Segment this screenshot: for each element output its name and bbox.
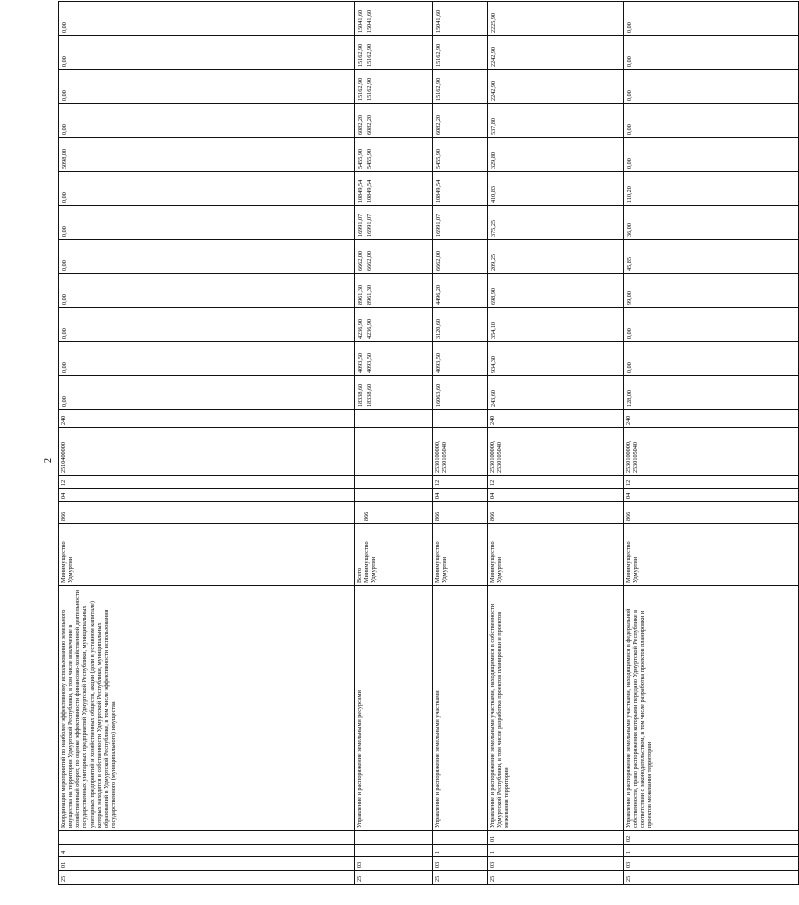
cell-value-7 — [624, 172, 799, 206]
cell-value-9 — [355, 104, 433, 138]
value-line: 0,00 — [61, 124, 68, 135]
cell-value-1 — [488, 376, 624, 410]
value-line: 0,00 — [626, 90, 633, 101]
value-line: 18338,60 — [357, 383, 364, 407]
value-line: 6662,00 — [435, 250, 442, 271]
value-line: 10849,54 — [435, 179, 442, 203]
value-line: 5455,90 — [435, 148, 442, 169]
cell-name: Управление и распоряжение земельными участками, находящимися в федеральной собственности, право распоряжения которыми передано Удмуртской Республике в соответствии с законодательством, в том числе разработка проектов планировки и проектов межевания территории — [624, 586, 799, 831]
value-line: 209,25 — [490, 253, 497, 271]
cell-om: 1 — [433, 845, 488, 857]
cell-pp: 03 — [433, 857, 488, 871]
value-line: 4496,20 — [435, 284, 442, 305]
cell-vr: 240 — [59, 410, 355, 428]
cell-value-3 — [488, 308, 624, 342]
cell-om: 1 — [488, 845, 624, 857]
value-line: 0,00 — [61, 56, 68, 67]
cell-csr: 2530100000, 2530105040 — [488, 428, 624, 476]
cell-value-12 — [488, 2, 624, 36]
value-line: 0,00 — [61, 294, 68, 305]
budget-table-sheet — [58, 9, 654, 885]
cell-vr: 240 — [488, 410, 624, 428]
cell-value-8 — [488, 138, 624, 172]
value-line: 5098,00 — [61, 148, 68, 169]
cell-value-8 — [624, 138, 799, 172]
cell-value-2 — [433, 342, 488, 376]
cell-pp: 03 — [355, 857, 433, 871]
cell-csr: 2530100000, 2530105040 — [624, 428, 799, 476]
cell-pr: 12 — [433, 476, 488, 489]
cell-gp: 25 — [488, 871, 624, 885]
value-line: 410,83 — [490, 185, 497, 203]
value-line: 10849,54 — [357, 179, 364, 203]
cell-value-5 — [59, 240, 355, 274]
cell-vr — [355, 410, 433, 428]
value-line: 6662,00 — [366, 250, 373, 271]
value-line: 15162,90 — [366, 77, 373, 101]
cell-value-11 — [624, 36, 799, 70]
value-line: 18338,60 — [366, 383, 373, 407]
value-line: 15162,90 — [357, 43, 364, 67]
cell-value-6 — [59, 206, 355, 240]
value-line: 0,00 — [626, 362, 633, 373]
cell-m — [433, 831, 488, 845]
cell-pr — [355, 476, 433, 489]
cell-value-12 — [624, 2, 799, 36]
value-line: 698,90 — [490, 287, 497, 305]
value-line: 2242,90 — [490, 80, 497, 101]
cell-csr: 2510400000 — [59, 428, 355, 476]
cell-value-12 — [355, 2, 433, 36]
cell-value-10 — [624, 70, 799, 104]
value-line: 16063,60 — [435, 383, 442, 407]
table-row — [488, 2, 624, 885]
cell-value-5 — [433, 240, 488, 274]
value-line: 99,00 — [626, 291, 633, 305]
cell-vr: 240 — [624, 410, 799, 428]
cell-m: 01 — [488, 831, 624, 845]
cell-value-10 — [488, 70, 624, 104]
value-line: 15162,90 — [435, 77, 442, 101]
cell-value-8 — [355, 138, 433, 172]
cell-grbs: 866 — [355, 502, 433, 524]
cell-value-2 — [355, 342, 433, 376]
cell-pr: 12 — [488, 476, 624, 489]
cell-value-2 — [488, 342, 624, 376]
cell-csr: 2530100000, 2530105040 — [433, 428, 488, 476]
value-line: 4093,50 — [357, 352, 364, 373]
cell-om: 4 — [59, 845, 355, 857]
cell-value-1 — [59, 376, 355, 410]
cell-value-2 — [624, 342, 799, 376]
value-line: 10849,54 — [366, 179, 373, 203]
table-row — [433, 2, 488, 885]
cell-grbs: 866 — [488, 502, 624, 524]
value-line: 16991,07 — [357, 213, 364, 237]
cell-executor: Всего Минимущество Удмуртии — [355, 524, 433, 586]
value-line: 0,00 — [61, 328, 68, 339]
value-line: 15041,60 — [357, 9, 364, 33]
table-row — [59, 2, 355, 885]
cell-value-4 — [59, 274, 355, 308]
cell-value-3 — [433, 308, 488, 342]
value-line: 4093,50 — [435, 352, 442, 373]
cell-value-7 — [59, 172, 355, 206]
cell-value-4 — [624, 274, 799, 308]
value-line: 0,00 — [61, 260, 68, 271]
cell-value-3 — [355, 308, 433, 342]
cell-value-5 — [624, 240, 799, 274]
cell-value-5 — [355, 240, 433, 274]
cell-grbs: 866 — [433, 502, 488, 524]
cell-value-9 — [59, 104, 355, 138]
cell-value-9 — [624, 104, 799, 138]
cell-value-9 — [433, 104, 488, 138]
budget-table — [58, 1, 799, 885]
value-line: 934,30 — [490, 355, 497, 373]
page-number: 2 — [43, 458, 54, 463]
cell-om: 1 — [624, 845, 799, 857]
cell-rz — [355, 489, 433, 502]
cell-pr: 12 — [624, 476, 799, 489]
value-line: 0,00 — [61, 192, 68, 203]
cell-om — [355, 845, 433, 857]
cell-value-6 — [433, 206, 488, 240]
cell-value-6 — [624, 206, 799, 240]
value-line: 0,00 — [626, 328, 633, 339]
value-line: 3120,60 — [435, 318, 442, 339]
cell-grbs: 866 — [624, 502, 799, 524]
cell-name: Управление и распоряжение земельными участками — [433, 586, 488, 831]
value-line: 45,85 — [626, 257, 633, 271]
cell-value-6 — [488, 206, 624, 240]
cell-value-12 — [59, 2, 355, 36]
value-line: 0,00 — [61, 226, 68, 237]
value-line: 110,20 — [626, 186, 633, 203]
table-row — [624, 2, 799, 885]
value-line: 128,00 — [626, 389, 633, 407]
value-line: 4236,90 — [366, 318, 373, 339]
value-line: 15041,60 — [366, 9, 373, 33]
value-line: 15162,90 — [435, 43, 442, 67]
cell-value-1 — [355, 376, 433, 410]
value-line: 537,80 — [490, 117, 497, 135]
cell-gp: 25 — [59, 871, 355, 885]
value-line: 0,00 — [61, 22, 68, 33]
table-row — [355, 2, 433, 885]
cell-pp: 03 — [488, 857, 624, 871]
cell-value-10 — [355, 70, 433, 104]
value-line: 4236,90 — [357, 318, 364, 339]
value-line: 15041,60 — [435, 9, 442, 33]
cell-m — [59, 831, 355, 845]
value-line: 0,00 — [626, 158, 633, 169]
value-line: 0,00 — [61, 362, 68, 373]
value-line: 375,25 — [490, 219, 497, 237]
cell-value-7 — [355, 172, 433, 206]
cell-executor: Минимущество Удмуртии — [433, 524, 488, 586]
value-line: 0,00 — [61, 90, 68, 101]
value-line: 243,60 — [490, 389, 497, 407]
cell-gp: 25 — [355, 871, 433, 885]
value-line: 6082,20 — [366, 114, 373, 135]
value-line: 329,80 — [490, 151, 497, 169]
cell-value-5 — [488, 240, 624, 274]
cell-executor: Минимущество Удмуртии — [624, 524, 799, 586]
cell-value-9 — [488, 104, 624, 138]
value-line: 6082,20 — [357, 114, 364, 135]
cell-value-11 — [433, 36, 488, 70]
cell-value-2 — [59, 342, 355, 376]
cell-gp: 25 — [624, 871, 799, 885]
cell-rz: 04 — [488, 489, 624, 502]
value-line: 36,00 — [626, 223, 633, 237]
cell-value-1 — [624, 376, 799, 410]
value-line: 6662,00 — [357, 250, 364, 271]
value-line: 16991,07 — [435, 213, 442, 237]
cell-grbs: 866 — [59, 502, 355, 524]
cell-value-4 — [355, 274, 433, 308]
value-line: 16991,07 — [366, 213, 373, 237]
cell-rz: 04 — [433, 489, 488, 502]
value-line: 8961,30 — [357, 284, 364, 305]
cell-name: Координация мероприятий по наиболее эффективному использованию земельного имущества на территории Удмуртской Республики, в том числе вовлечение в хозяйственный оборот, по оценке эффективности финансово-хозяйственной деятельности государственных унитарных предприятий Удмуртской Республики, муниципальных унитарных предприятий и хозяйственных обществ, акции (доли в уставном капитале) которых находятся в собственности Удмуртской Республики, муниципальных образований в Удмуртской Республике, в том числе эффективности использования государственного (муниципального) имущества — [59, 586, 355, 831]
cell-gp: 25 — [433, 871, 488, 885]
cell-pr: 12 — [59, 476, 355, 489]
cell-rz: 04 — [59, 489, 355, 502]
value-line: 0,00 — [626, 22, 633, 33]
cell-pp: 03 — [624, 857, 799, 871]
value-line: 15162,90 — [366, 43, 373, 67]
value-line: 2225,90 — [490, 12, 497, 33]
value-line: 354,10 — [490, 321, 497, 339]
cell-value-7 — [488, 172, 624, 206]
cell-value-3 — [59, 308, 355, 342]
cell-name: Управление и распоряжение земельными ресурсами — [355, 586, 433, 831]
cell-value-12 — [433, 2, 488, 36]
cell-executor: Минимущество Удмуртии — [59, 524, 355, 586]
cell-value-11 — [355, 36, 433, 70]
cell-csr — [355, 428, 433, 476]
cell-value-1 — [433, 376, 488, 410]
cell-value-3 — [624, 308, 799, 342]
value-line: 2242,90 — [490, 46, 497, 67]
value-line: 0,00 — [626, 124, 633, 135]
cell-value-8 — [433, 138, 488, 172]
cell-m: 02 — [624, 831, 799, 845]
value-line: 6082,20 — [435, 114, 442, 135]
cell-value-10 — [59, 70, 355, 104]
cell-m — [355, 831, 433, 845]
cell-value-4 — [488, 274, 624, 308]
cell-value-6 — [355, 206, 433, 240]
cell-value-11 — [59, 36, 355, 70]
cell-rz: 04 — [624, 489, 799, 502]
cell-value-10 — [433, 70, 488, 104]
cell-value-4 — [433, 274, 488, 308]
value-line: 0,00 — [626, 56, 633, 67]
cell-value-11 — [488, 36, 624, 70]
value-line: 8961,30 — [366, 284, 373, 305]
cell-value-7 — [433, 172, 488, 206]
value-line: 15162,90 — [357, 77, 364, 101]
value-line: 0,00 — [61, 396, 68, 407]
value-line: 4093,50 — [366, 352, 373, 373]
cell-name: Управление и распоряжение земельными участками, находящимися в собственности Удмуртской Республики, в том числе разработка проектов планировки и проектов межевания территории — [488, 586, 624, 831]
cell-pp: 01 — [59, 857, 355, 871]
cell-value-8 — [59, 138, 355, 172]
cell-executor: Минимущество Удмуртии — [488, 524, 624, 586]
value-line: 5455,90 — [357, 148, 364, 169]
value-line: 5455,90 — [366, 148, 373, 169]
cell-vr — [433, 410, 488, 428]
